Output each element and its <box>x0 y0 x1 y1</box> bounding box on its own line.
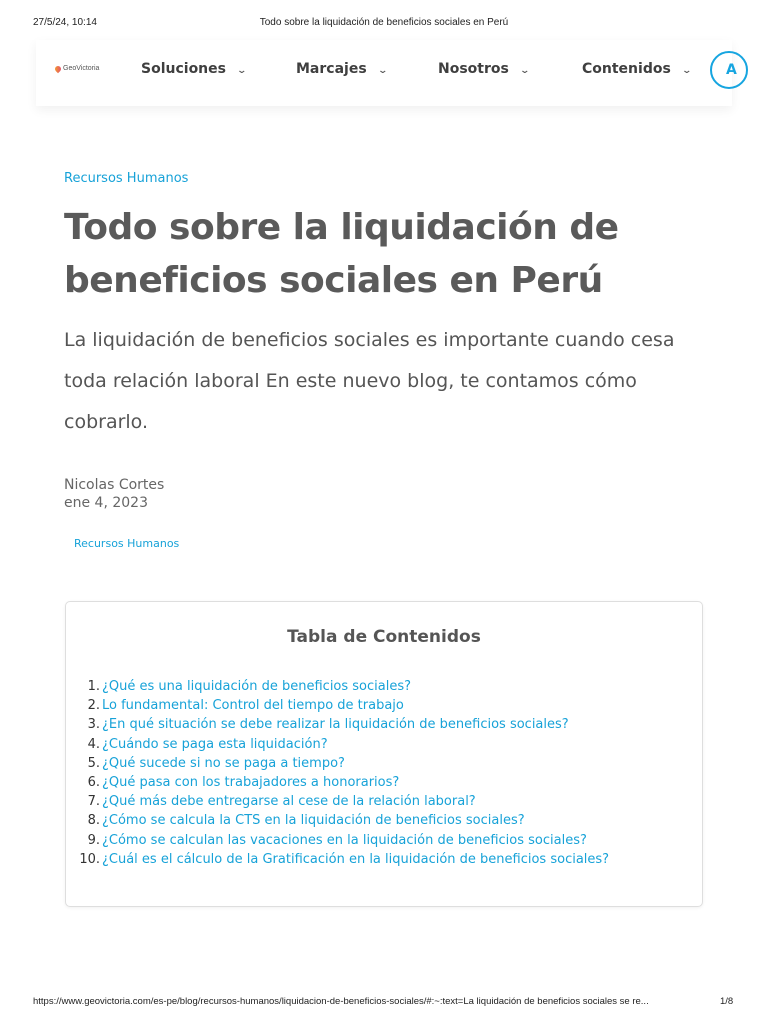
toc-item <box>76 811 609 830</box>
toc-item <box>76 792 609 811</box>
toc-number: 8. <box>87 813 100 829</box>
toc-item <box>76 715 609 734</box>
toc-number: 3. <box>87 717 100 733</box>
toc-link[interactable]: ¿Cuál es el cálculo de la Gratificación en la liquidación de beneficios sociales? <box>102 851 610 867</box>
toc-link[interactable]: ¿Cómo se calculan las vacaciones en la liquidación de beneficios sociales? <box>102 832 587 848</box>
page-title: Todo sobre la liquidación de beneficios sociales en Perú <box>64 207 619 301</box>
toc-item <box>76 754 609 773</box>
toc-number: 1. <box>87 679 100 694</box>
article-tag[interactable]: Recursos Humanos <box>74 537 180 550</box>
nav-item-contenidos[interactable] <box>582 61 690 77</box>
toc-item <box>76 831 609 850</box>
toc-title: Tabla de Contenidos <box>287 627 481 647</box>
toc-link[interactable]: ¿Cómo se calcula la CTS en la liquidación de beneficios sociales? <box>102 813 525 829</box>
chevron-down-icon: ⌄ <box>519 65 530 76</box>
nav-item-label: Marcajes <box>296 61 367 77</box>
toc-link[interactable]: ¿Qué sucede si no se paga a tiempo? <box>102 755 345 771</box>
nav-item-marcajes[interactable] <box>296 61 386 77</box>
navbar <box>36 40 737 106</box>
toc-number: 6. <box>87 774 100 790</box>
article-date: ene 4, 2023 <box>64 495 148 511</box>
toc-item <box>76 677 609 696</box>
nav-cta-button[interactable]: A <box>710 51 748 89</box>
toc-link[interactable]: ¿En qué situación se debe realizar la liquidación de beneficios sociales? <box>102 717 569 733</box>
geovictoria-logo[interactable] <box>55 65 99 72</box>
toc-number: 5. <box>87 755 100 771</box>
logo-text: GeoVictoria <box>63 65 100 72</box>
article-lead: La liquidación de beneficios sociales es importante cuando cesa toda relación laboral En este nuevo blog, te contamos cómo cobrarlo. <box>64 329 675 433</box>
toc-link[interactable]: Lo fundamental: Control del tiempo de trabajo <box>102 698 404 714</box>
nav-item-label: Contenidos <box>582 61 671 77</box>
toc-link[interactable]: ¿Qué es una liquidación de beneficios sociales? <box>102 679 412 694</box>
print-url: https://www.geovictoria.com/es-pe/blog/recursos-humanos/liquidacion-de-beneficios-sociales/#:~:text=La liquidación de beneficios sociales se re... <box>33 996 649 1007</box>
article-author: Nicolas Cortes <box>64 477 165 493</box>
toc-number: 2. <box>87 698 100 714</box>
chevron-down-icon: ⌄ <box>377 65 388 76</box>
toc-number: 9. <box>87 832 100 848</box>
toc-number: 10. <box>79 851 100 867</box>
article-category[interactable]: Recursos Humanos <box>64 171 189 186</box>
nav-item-label: Soluciones <box>141 61 226 77</box>
chevron-down-icon: ⌄ <box>236 65 248 76</box>
toc-number: 4. <box>87 736 100 752</box>
toc-item <box>76 696 609 715</box>
print-header <box>0 0 768 40</box>
nav-item-soluciones[interactable] <box>141 61 246 77</box>
nav-item-label: Nosotros <box>438 61 509 77</box>
chevron-down-icon: ⌄ <box>681 65 692 76</box>
toc-list <box>76 677 609 869</box>
toc-link[interactable]: ¿Qué más debe entregarse al cese de la relación laboral? <box>102 794 476 810</box>
print-title: Todo sobre la liquidación de beneficios sociales en Perú <box>259 17 509 28</box>
toc-item <box>76 735 609 754</box>
toc-number: 7. <box>87 794 100 810</box>
print-page-number: 1/8 <box>720 996 734 1007</box>
toc-item <box>76 773 609 792</box>
nav-item-nosotros[interactable] <box>438 61 528 77</box>
toc-link[interactable]: ¿Qué pasa con los trabajadores a honorarios? <box>102 774 400 790</box>
print-date: 27/5/24, 10:14 <box>33 17 97 28</box>
toc-link[interactable]: ¿Cuándo se paga esta liquidación? <box>102 736 328 752</box>
location-pin-icon <box>54 64 62 72</box>
table-of-contents <box>65 601 703 907</box>
toc-item <box>76 850 609 869</box>
